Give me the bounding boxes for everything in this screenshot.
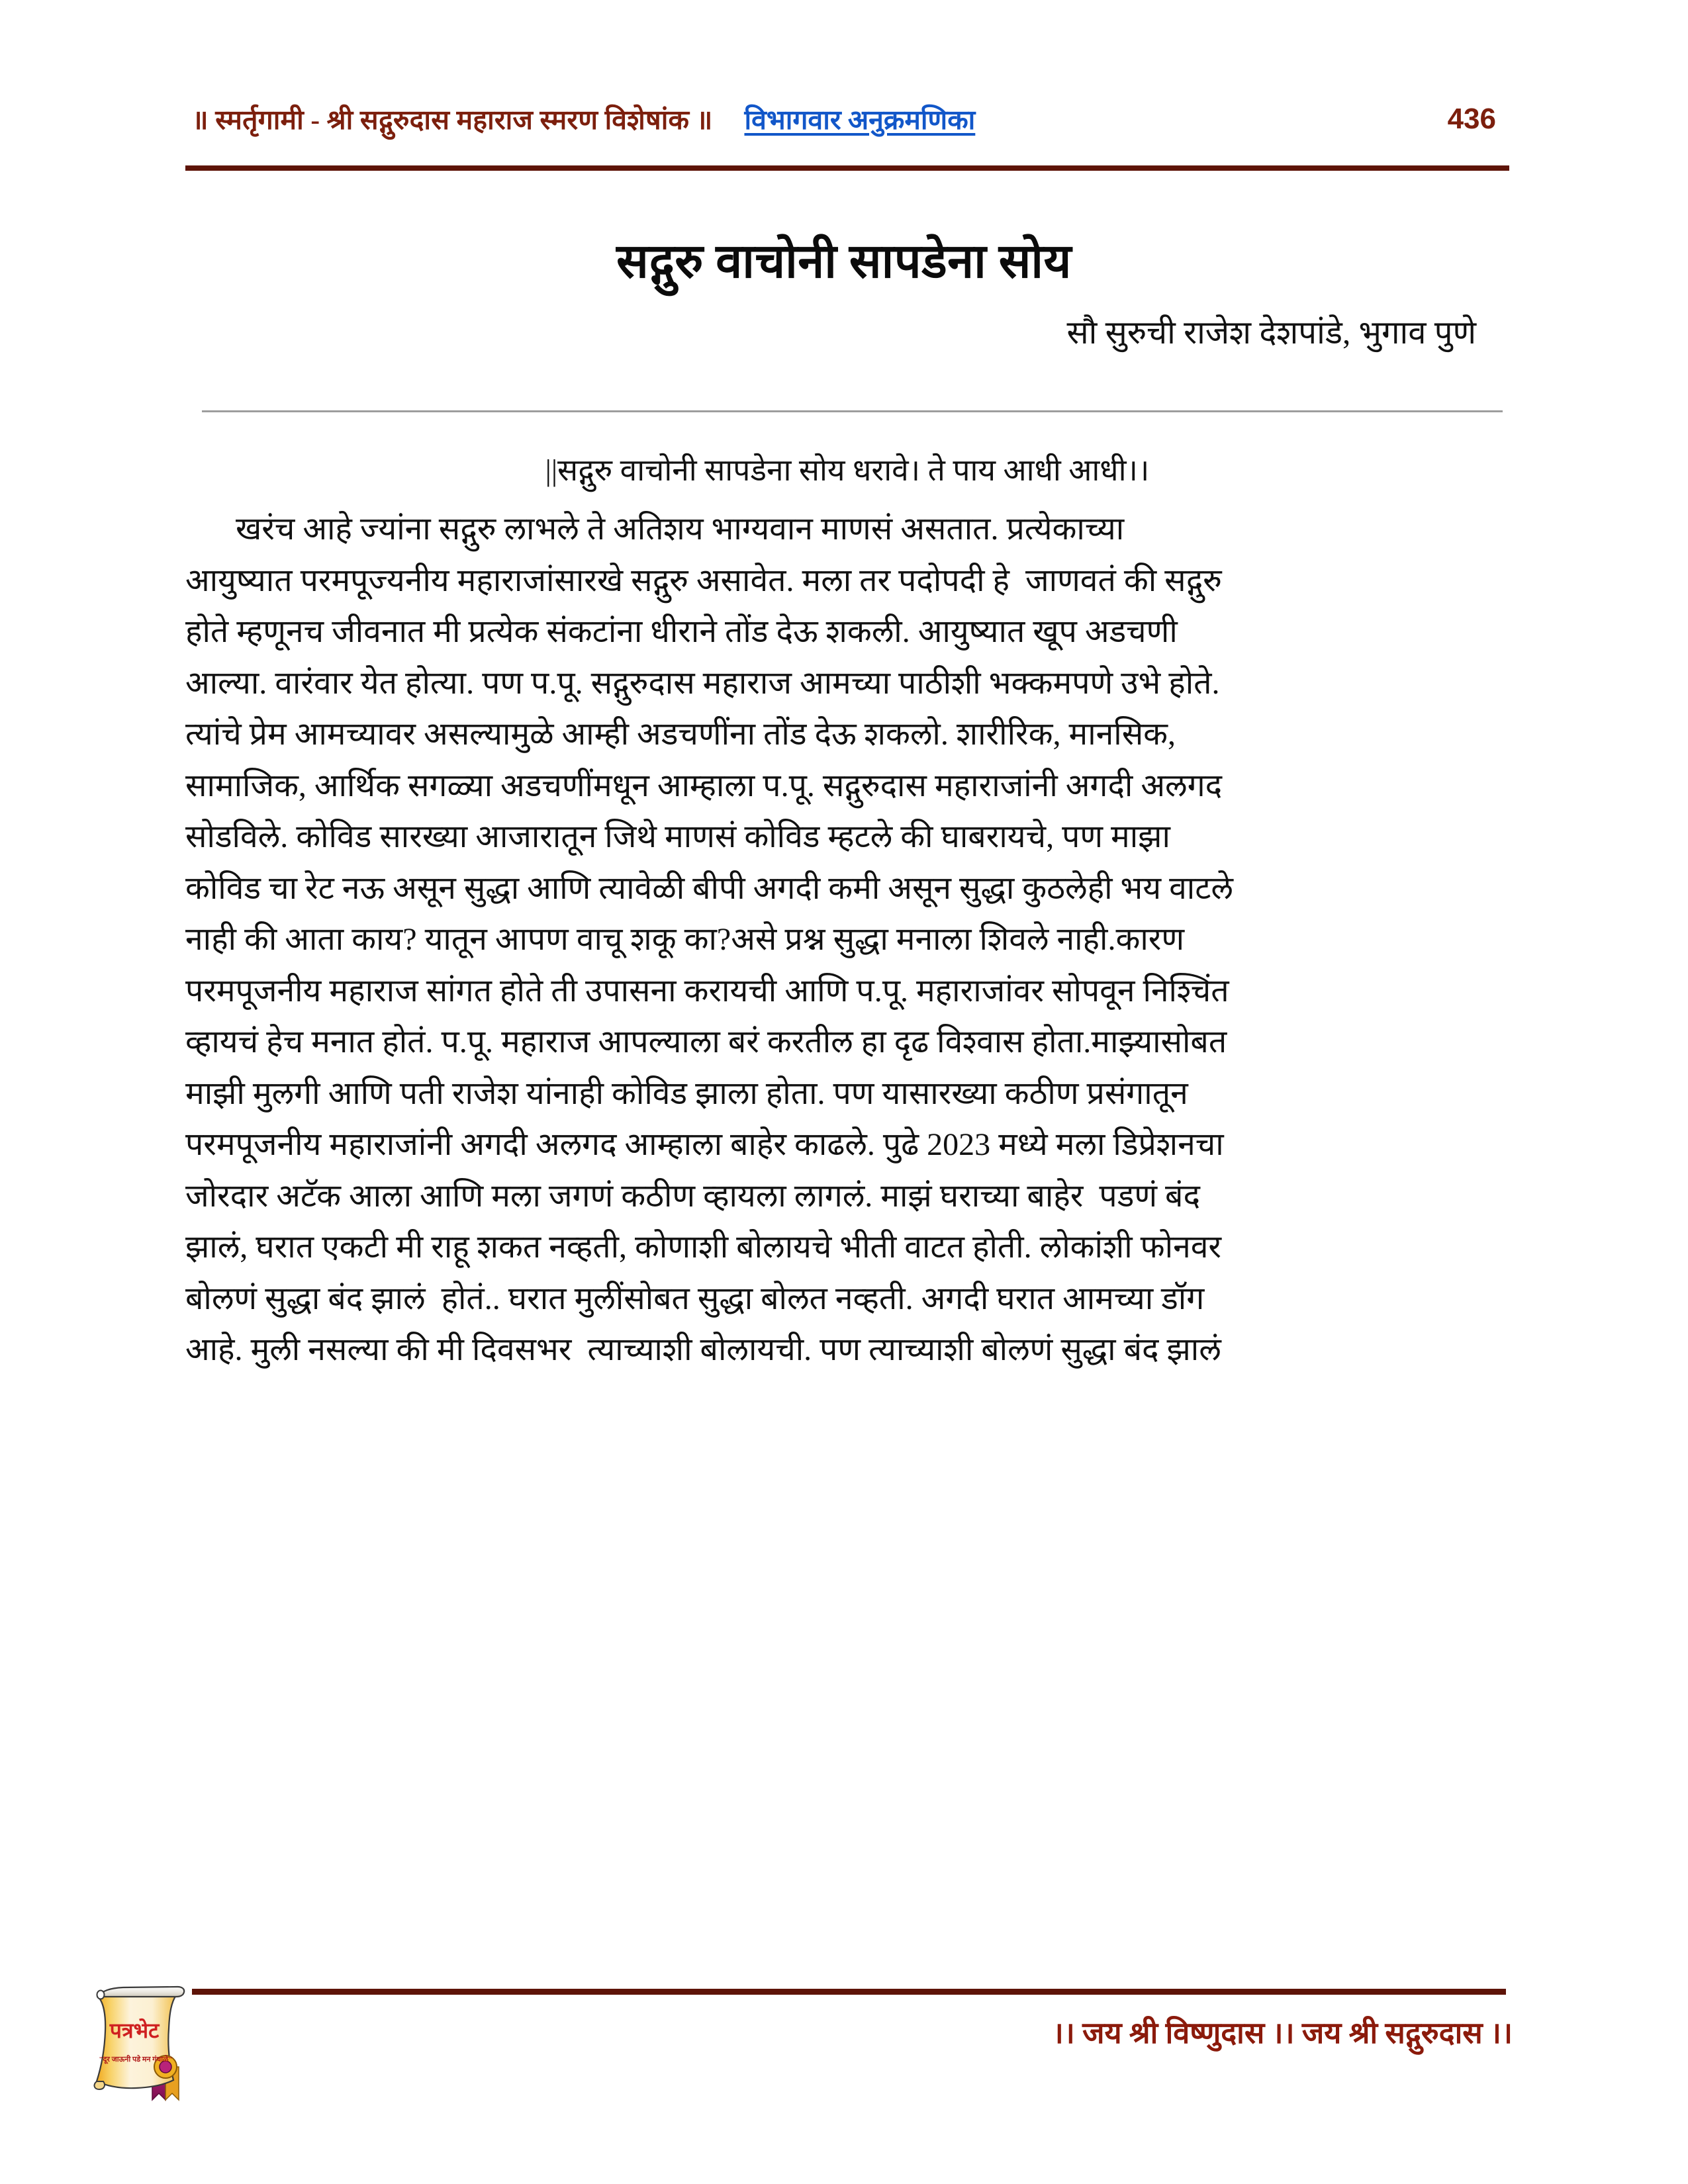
page-number: 436 [1447, 103, 1496, 135]
body-line: माझी मुलगी आणि पती राजेश यांनाही कोविड झाला होता. पण यासारख्या कठीण प्रसंगातून [185, 1075, 1188, 1111]
body-line: त्यांचे प्रेम आमच्यावर असल्यामुळे आम्ही अडचणींना तोंड देऊ शकलो. शारीरिक, मानसिक, [185, 717, 1176, 752]
body-line: होते म्हणूनच जीवनात मी प्रत्येक संकटांना धीराने तोंड देऊ शकली. आयुष्यात खूप अडचणी [185, 614, 1178, 649]
article-title: सद्गुरु वाचोनी सापडेना सोय [616, 235, 1072, 289]
body-line: परमपूजनीय महाराजांनी अगदी अलगद आम्हाला बाहेर काढले. पुढे 2023 मध्ये मला डिप्रेशनचा [185, 1127, 1224, 1162]
body-line: खरंच आहे ज्यांना सद्गुरु लाभले ते अतिशय भाग्यवान माणसं असतात. प्रत्येकाच्या [236, 512, 1125, 547]
scroll-icon [83, 1982, 199, 2105]
article-paragraph [185, 514, 1509, 1366]
body-line: आयुष्यात परमपूज्यनीय महाराजांसारखे सद्गुरु असावेत. मला तर पदोपदी हे जाणवतं की सद्गुरु [185, 563, 1222, 598]
body-line: सामाजिक, आर्थिक सगळ्या अडचणींमधून आम्हाला प.पू. सद्गुरुदास महाराजांनी अगदी अलगद [185, 768, 1223, 803]
body-line: परमपूजनीय महाराज सांगत होते ती उपासना करायची आणि प.पू. महाराजांवर सोपवून निश्चिंत [185, 973, 1229, 1009]
patrabhet-logo [83, 1982, 199, 2105]
body-line: नाही की आता काय? यातून आपण वाचू शकू का?असे प्रश्न सुद्धा मनाला शिवले नाही.कारण [185, 922, 1185, 957]
article-byline: सौ सुरुची राजेश देशपांडे, भुगाव पुणे [1066, 314, 1476, 351]
article-body [185, 455, 1509, 1386]
body-line: व्हायचं हेच मनात होतं. प.पू. महाराज आपल्याला बरं करतील हा दृढ विश्वास होता.माझ्यासोबत [185, 1024, 1227, 1060]
header-divider [185, 165, 1509, 171]
logo-wordmark: पत्रभेट [109, 2019, 160, 2042]
scroll-curl [95, 2081, 105, 2089]
footer-divider [192, 1989, 1506, 1995]
body-line: बोलणं सुद्धा बंद झालं होतं.. घरात मुलींसोबत सुद्धा बोलत नव्हती. अगदी घरात आमच्या डॉग [185, 1281, 1205, 1316]
body-line: जोरदार अटॅक आला आणि मला जगणं कठीण व्हायला लागलं. माझं घराच्या बाहेर पडणं बंद [185, 1178, 1200, 1214]
magazine-title: ॥ स्मर्तृगामी - श्री सद्गुरुदास महाराज स्मरण विशेषांक ॥ [192, 105, 713, 135]
page-header [192, 93, 1496, 146]
body-line: झालं, घरात एकटी मी राहू शकत नव्हती, कोणाशी बोलायचे भीती वाटत होती. लोकांशी फोनवर [185, 1230, 1222, 1265]
index-link[interactable]: विभागवार अनुक्रमणिका [744, 105, 976, 135]
logo-tagline: "दूर जाऊनी पडे मन गंधाळे" [99, 2056, 173, 2064]
body-line: आहे. मुली नसल्या की मी दिवसभर त्याच्याशी बोलायची. पण त्याच्याशी बोलणं सुद्धा बंद झालं [185, 1332, 1221, 1367]
article-verse: ||सद्गुरु वाचोनी सापडेना सोय धरावे। ते पाय आधी आधी।। [545, 453, 1150, 487]
scroll-roll [98, 1987, 184, 1997]
byline-divider [202, 410, 1503, 412]
body-line: कोविड चा रेट नऊ असून सुद्धा आणि त्यावेळी बीपी अगदी कमी असून सुद्धा कुठलेही भय वाटले [185, 870, 1233, 906]
footer-blessing: ।। जय श्री विष्णुदास ।। जय श्री सद्गुरुदास ।। [1052, 2017, 1513, 2050]
body-line: सोडविले. कोविड सारख्या आजारातून जिथे माणसं कोविड म्हटले की घाबरायचे, पण माझा [185, 819, 1170, 854]
scroll-roll-end [97, 1991, 105, 1999]
body-line: आल्या. वारंवार येत होत्या. पण प.पू. सद्गुरुदास महाराज आमच्या पाठीशी भक्कमपणे उभे होते. [185, 665, 1220, 701]
